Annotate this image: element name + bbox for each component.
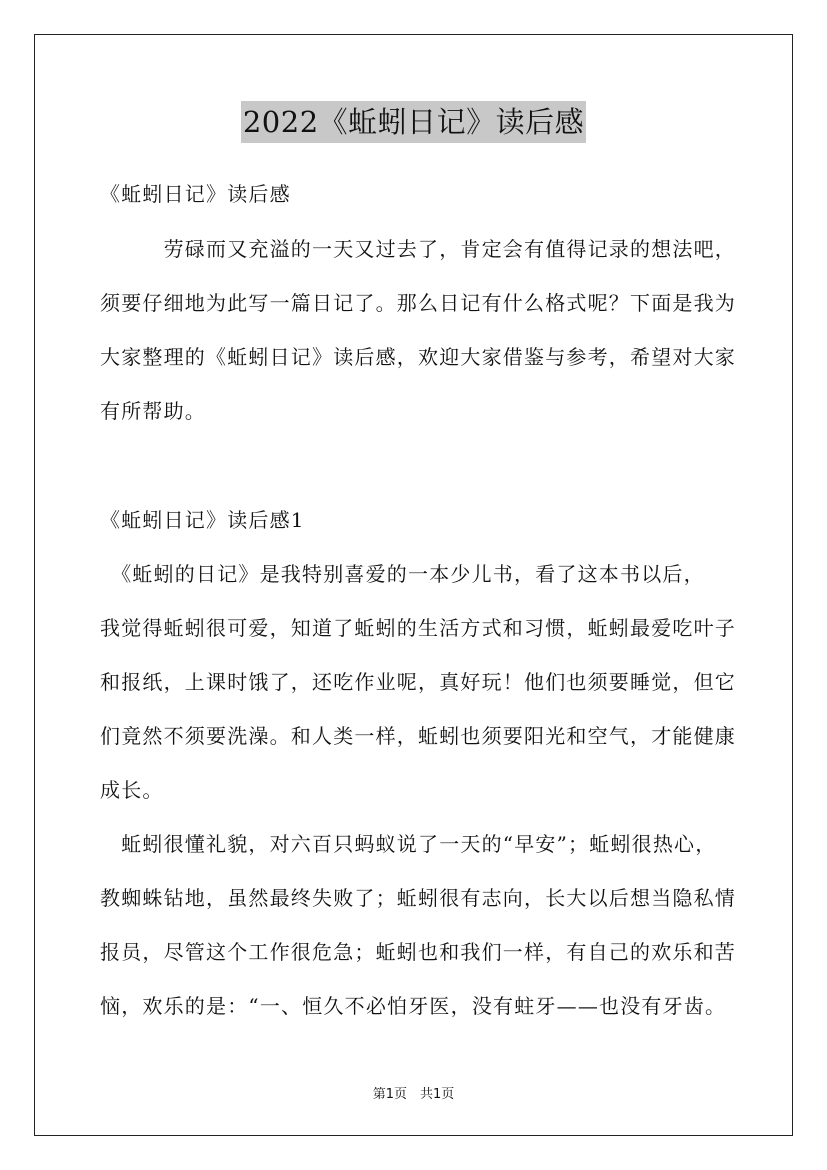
paragraph-line: 有所帮助。	[100, 399, 206, 423]
page-footer: 第1页 共1页	[372, 1087, 455, 1102]
subtitle-line: 《蚯蚓日记》读后感	[100, 182, 291, 206]
paragraph-line: 和报纸，上课时饿了，还吃作业呢，真好玩！他们也须要睡觉，但它	[100, 670, 736, 694]
paragraph-line: 大家整理的《蚯蚓日记》读后感，欢迎大家借鉴与参考，希望对大家	[100, 345, 736, 369]
paragraph-line: 《蚯蚓的日记》是我特别喜爱的一本少儿书，看了这本书以后，	[100, 562, 705, 586]
paragraph-line: 报员，尽管这个工作很危急；蚯蚓也和我们一样，有自己的欢乐和苦	[100, 940, 736, 964]
paragraph-line: 恼，欢乐的是：“一、恒久不必怕牙医，没有蛀牙——也没有牙齿。	[100, 994, 727, 1018]
section-heading: 《蚯蚓日记》读后感1	[100, 508, 305, 532]
paragraph-line: 蚯蚓很懂礼貌，对六百只蚂蚁说了一天的“早安”；蚯蚓很热心，	[100, 832, 717, 856]
paragraph-line: 们竟然不须要洗澡。和人类一样，蚯蚓也须要阳光和空气，才能健康	[100, 724, 736, 748]
paragraph-line: 成长。	[100, 778, 164, 802]
paragraph-line: 我觉得蚯蚓很可爱，知道了蚯蚓的生活方式和习惯，蚯蚓最爱吃叶子	[100, 616, 736, 640]
paragraph-line: 劳碌而又充溢的一天又过去了，肯定会有值得记录的想法吧，	[100, 237, 736, 261]
paragraph-line: 教蜘蛛钻地，虽然最终失败了；蚯蚓很有志向，长大以后想当隐私情	[100, 886, 736, 910]
document-title: 2022《蚯蚓日记》读后感	[241, 101, 586, 143]
paragraph-line: 须要仔细地为此写一篇日记了。那么日记有什么格式呢？下面是我为	[100, 291, 736, 315]
